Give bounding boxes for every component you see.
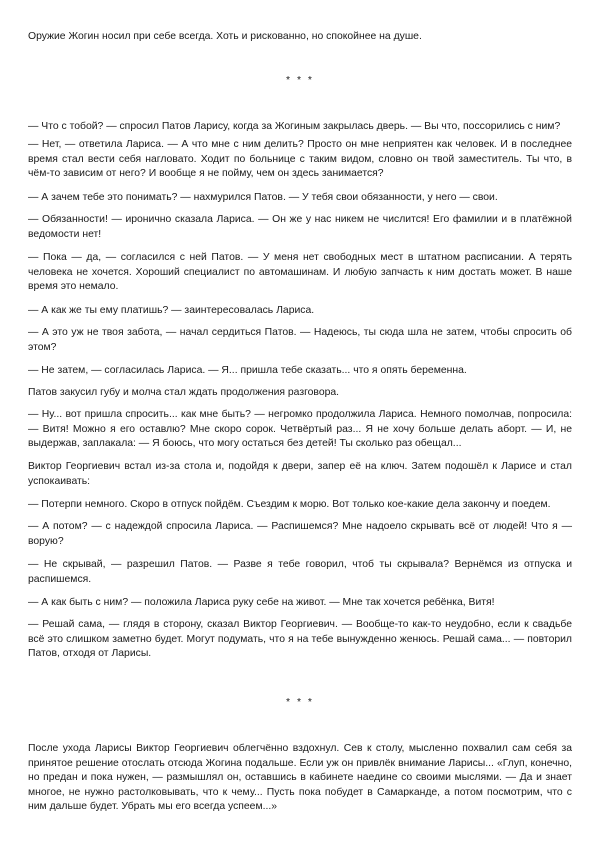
paragraph: — А потом? — с надеждой спросила Лариса. — Распишемся? Мне надоело скрывать всё от людей! Что я — ворую? [28, 521, 572, 547]
paragraph: Патов закусил губу и молча стал ждать продолжения разговора. [28, 387, 340, 398]
paragraph: Виктор Георгиевич встал из-за стола и, подойдя к двери, запер её на ключ. Затем подошёл к Ларисе и стал успокаивать: [28, 461, 572, 487]
paragraph: — А как быть с ним? — положила Лариса руку себе на живот. — Мне так хочется ребёнка, Витя! [28, 597, 495, 608]
paragraph: — Что с тобой? — спросил Патов Ларису, когда за Жогиным закрылась дверь. — Вы что, поссорились с ним? [28, 121, 561, 132]
paragraph: — Не скрывай, — разрешил Патов. — Разве я тебе говорил, чтоб ты скрывала? Вернёмся из отпуска и распишемся. [28, 559, 572, 585]
paragraph: — Обязанности! — иронично сказала Лариса. — Он же у нас никем не числится! Его фамилии и в платёжной ведомости нет! [28, 214, 572, 240]
section-divider: * * * [286, 75, 314, 86]
paragraph: — А как же ты ему платишь? — заинтересовалась Лариса. [28, 305, 315, 316]
paragraph: — Решай сама, — глядя в сторону, сказал Виктор Георгиевич. — Вообще-то как-то неудобно, если к свадьбе всё это слишком заметно будет. Могут подумать, что я на тебе вынужденно женюсь. Решай сама... — повторил Патов, отходя от Ларисы. [28, 619, 572, 660]
paragraph: — Пока — да, — согласился с ней Патов. — У меня нет свободных мест в штатном расписании. А терять человека не хочется. Хороший специалист по автомашинам. И любую запчасть к ним достать может. В наше время это немало. [28, 252, 572, 293]
paragraph: — Ну... вот пришла спросить... как мне быть? — негромко продолжила Лариса. Немного помолчав, попросила: — Витя! Можно я его оставлю? Мне скоро сорок. Четвёртый раз... Я не хочу больше делать аборт. — И, не выдержав, заплакала: — Я боюсь, что могу остаться без детей! Ты сколько раз обещал... [28, 409, 572, 450]
closing-paragraph: После ухода Ларисы Виктор Георгиевич облегчённо вздохнул. Сев к столу, мысленно похвалил сам себя за принятое решение отослать отсюда Жогина подальше. Если уж он привлёк внимание Ларисы... «Глуп, конечно, но предан и пока нужен, — размышлял он, оставшись в кабинете наедине со своими мыслями. — Да и знает многое, не нужно растолковывать, что к чему... Пусть пока побудет в Самарканде, а потом посмотрим, что с ним дальше будет. Убрать мы его всегда успеем...» [28, 743, 572, 813]
intro-paragraph: Оружие Жогин носил при себе всегда. Хоть и рискованно, но спокойнее на душе. [28, 31, 422, 42]
paragraph: — А зачем тебе это понимать? — нахмурился Патов. — У тебя свои обязанности, у него — свои. [28, 192, 498, 203]
paragraph: — А это уж не твоя забота, — начал сердиться Патов. — Надеюсь, ты сюда шла не затем, чтобы спросить об этом? [28, 327, 572, 353]
section-divider: * * * [286, 697, 314, 708]
paragraph: — Не затем, — согласилась Лариса. — Я... пришла тебе сказать... что я опять беременна. [28, 365, 467, 376]
paragraph: — Потерпи немного. Скоро в отпуск пойдём. Съездим к морю. Вот только кое-какие дела закончу и поедем. [28, 499, 551, 510]
paragraph: — Нет, — ответила Лариса. — А что мне с ним делить? Просто он мне неприятен как человек. И в последнее время стал вести себя нагловато. Ходит по больнице с таким видом, словно он твой заместитель. Ты что, в чём-то зависим от него? И вообще я не пойму, чем он здесь занимается? [28, 139, 572, 180]
